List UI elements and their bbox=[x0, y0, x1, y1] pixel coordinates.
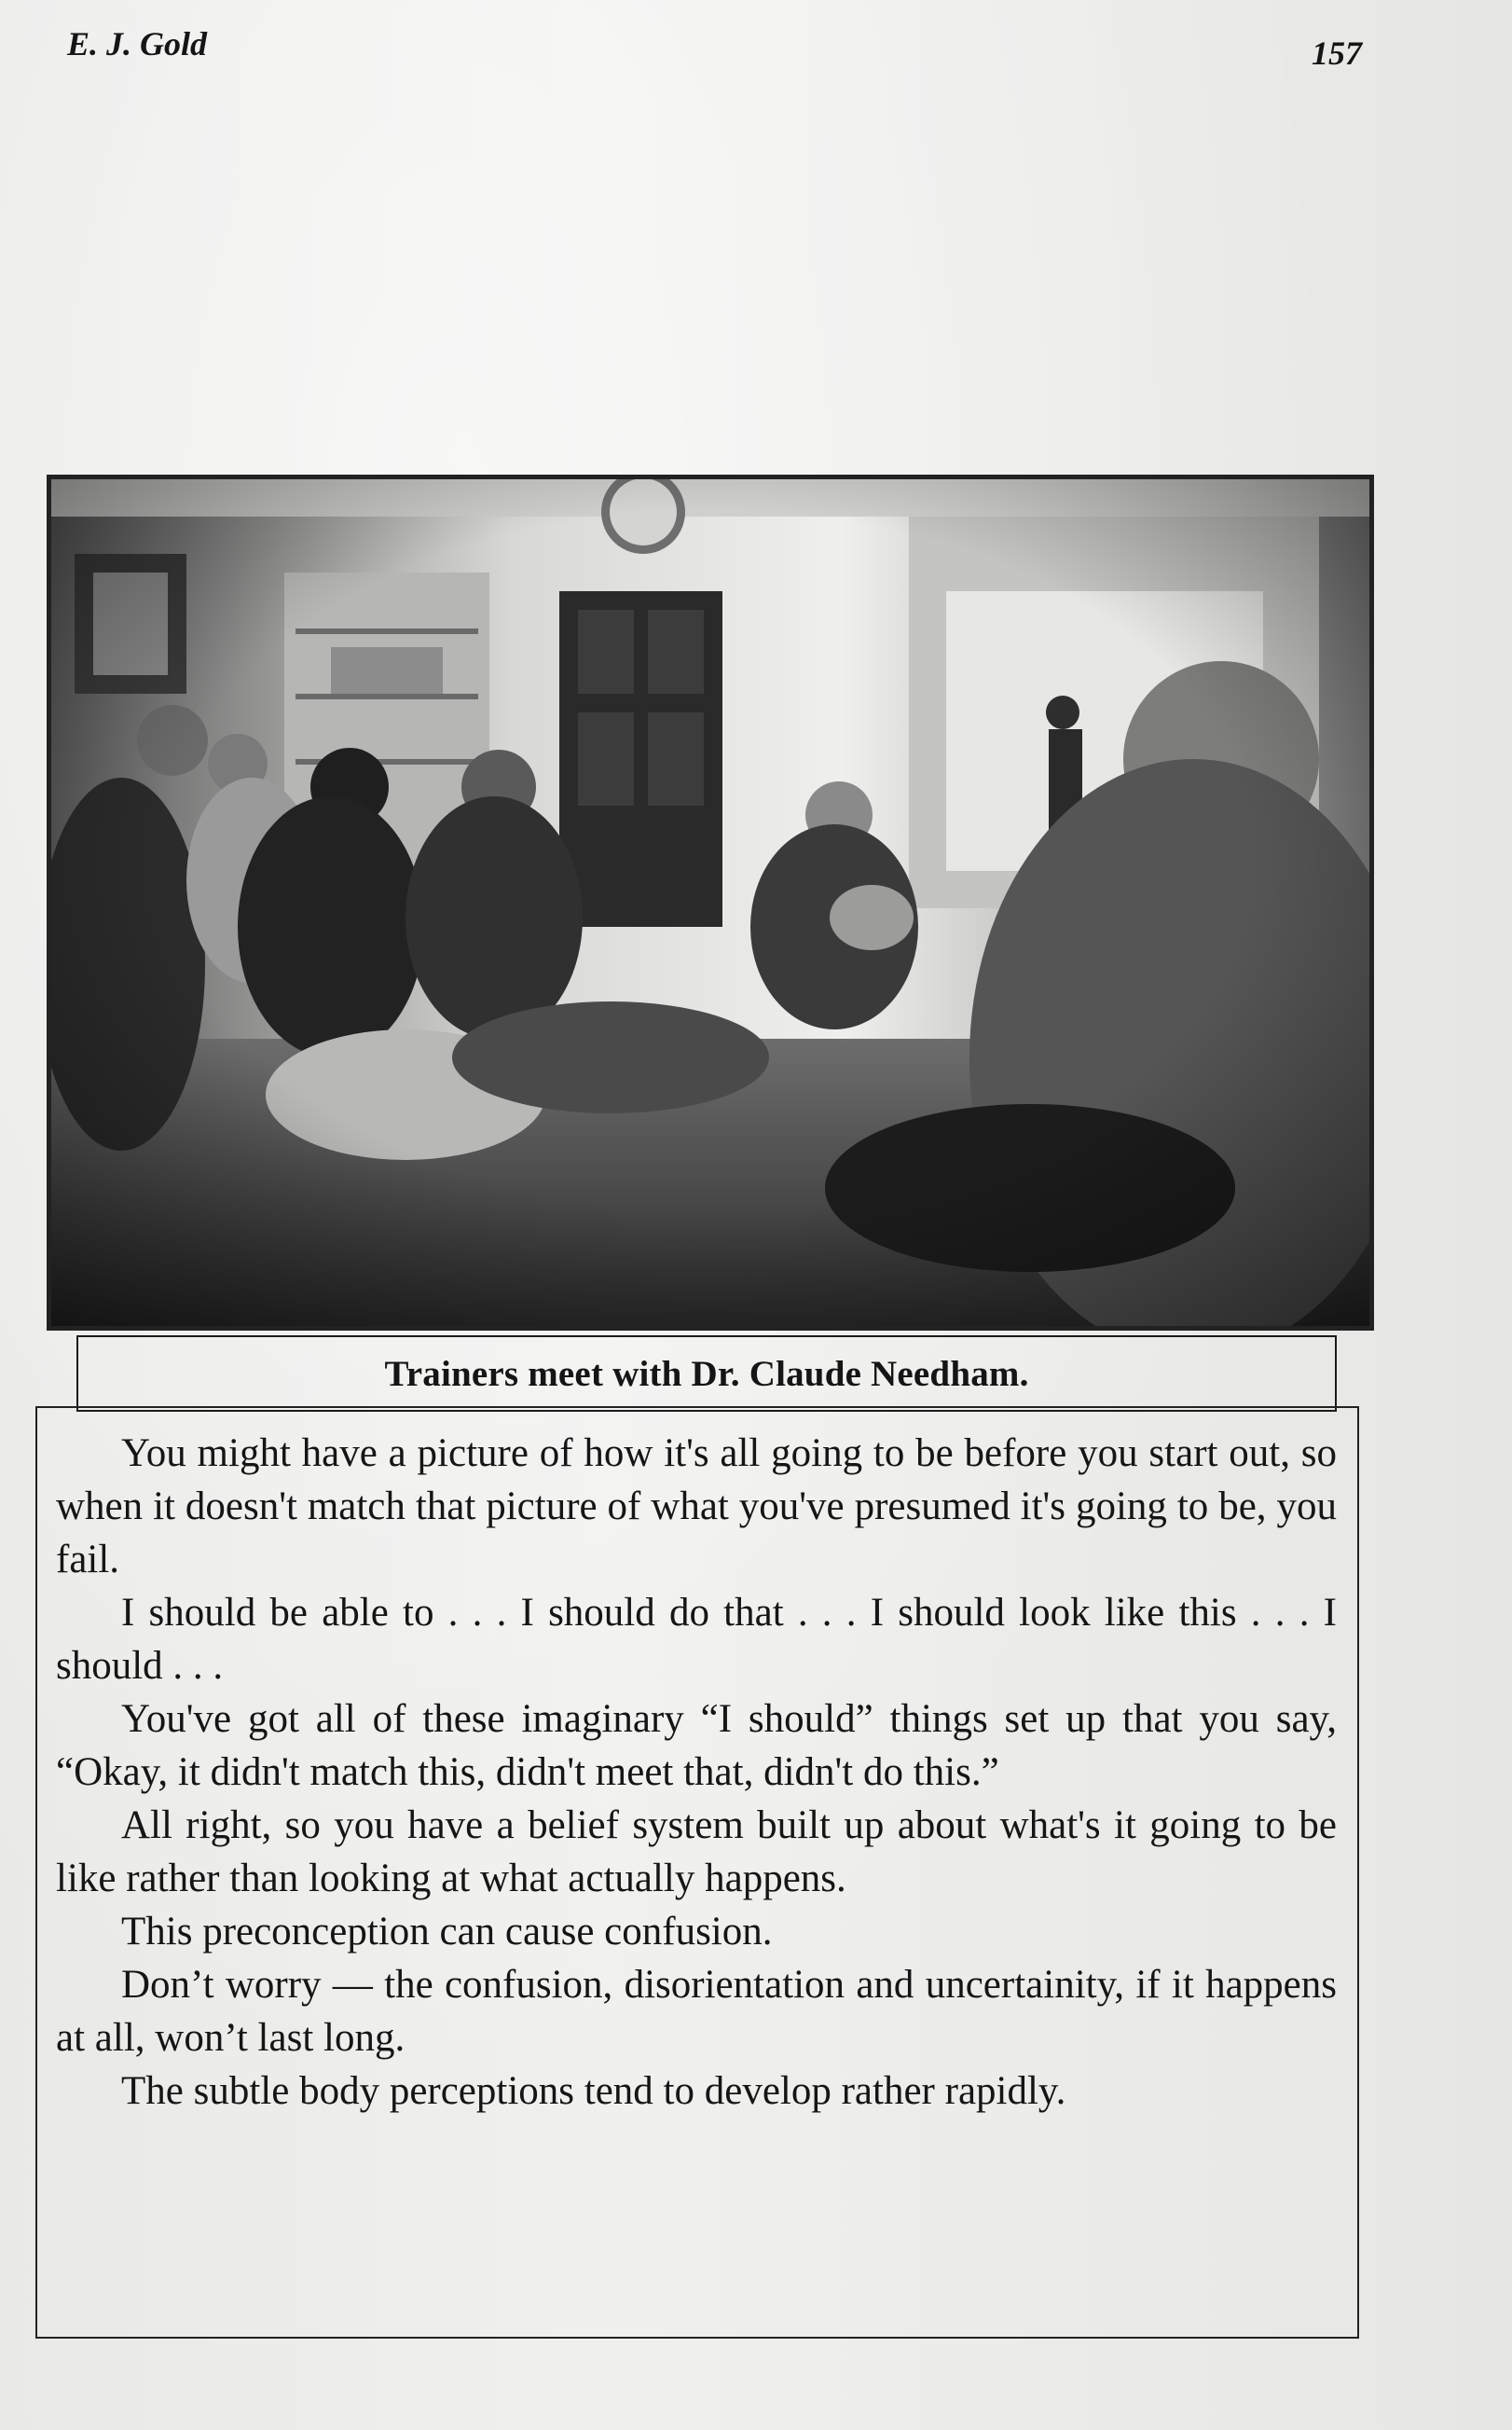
paragraph: Don’t worry — the confusion, disorientation and uncertainity, if it happens at all, won’t last long. bbox=[56, 1963, 1337, 2060]
paragraph: All right, so you have a belief system built up about what's it going to be like rather than looking at what actually happens. bbox=[56, 1803, 1337, 1900]
body-text-box bbox=[35, 1406, 1359, 2339]
paragraph: You might have a picture of how it's all going to be before you start out, so when it doesn't match that picture of what you've presumed it's going to be, you fail. bbox=[56, 1431, 1337, 1581]
paragraph: You've got all of these imaginary “I should” things set up that you say, “Okay, it didn't match this, didn't meet that, didn't do this.” bbox=[56, 1697, 1337, 1794]
running-head bbox=[67, 13, 1372, 78]
paragraph: The subtle body perceptions tend to develop rather rapidly. bbox=[121, 2069, 1066, 2113]
photograph bbox=[47, 475, 1374, 1331]
page-number: 157 bbox=[1312, 35, 1362, 72]
photo-illustration bbox=[51, 479, 1369, 1326]
paragraph: This preconception can cause confusion. bbox=[121, 1910, 773, 1954]
running-head-author: E. J. Gold bbox=[67, 25, 208, 62]
photo-caption: Trainers meet with Dr. Claude Needham. bbox=[384, 1353, 1029, 1394]
photo-caption-box bbox=[76, 1335, 1337, 1412]
paragraph: I should be able to . . . I should do that . . . I should look like this . . . I should . . . bbox=[56, 1591, 1337, 1688]
